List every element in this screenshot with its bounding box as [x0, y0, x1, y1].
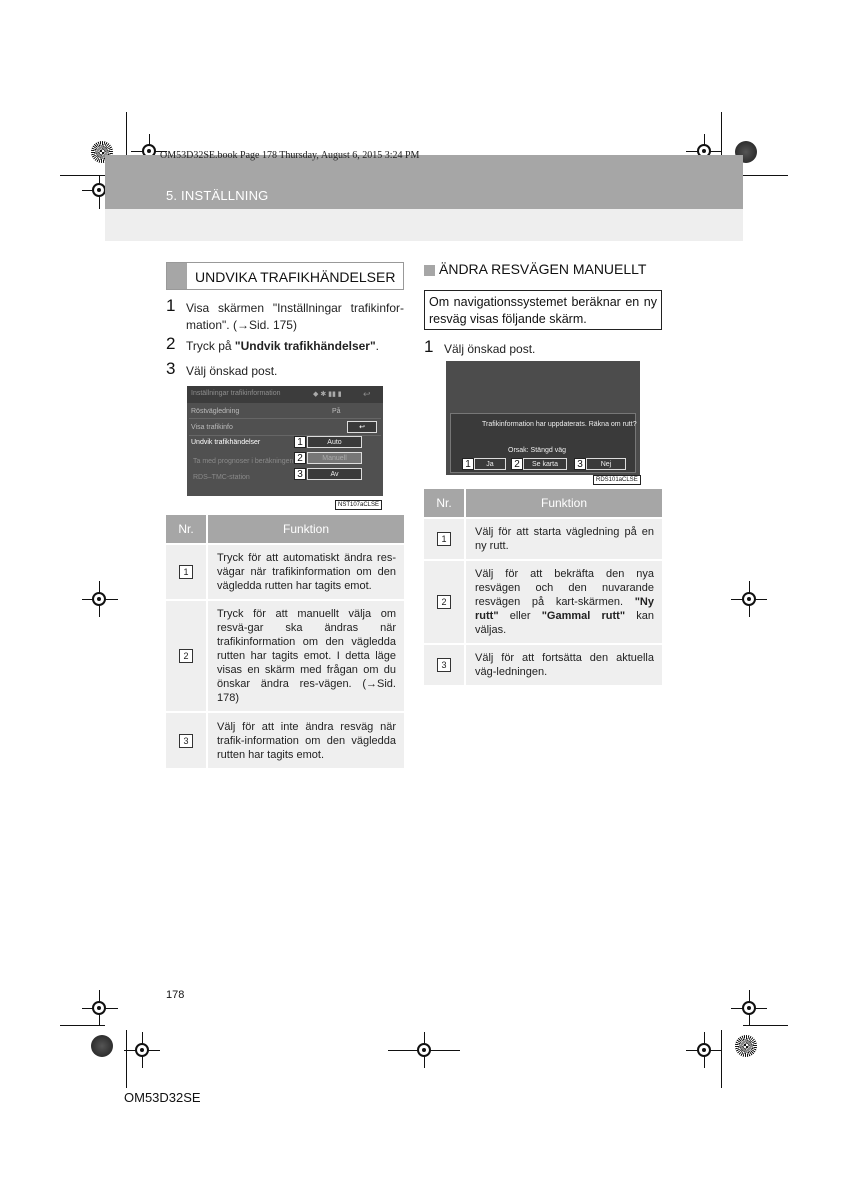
row-number-cell: [166, 544, 207, 600]
registration-mark-icon: [735, 1035, 757, 1057]
step-number: 3: [166, 359, 176, 378]
see-map-button[interactable]: Se karta: [523, 458, 567, 470]
row-number: 2: [179, 649, 193, 663]
callout-number: 2: [294, 452, 306, 464]
table-row: [166, 544, 404, 600]
crosshair-icon: [742, 592, 756, 606]
step-text-line: mation". (→Sid. 175): [186, 318, 297, 332]
dialog-message: Trafikinformation har uppdaterats. Räkna om rutt?: [482, 421, 637, 428]
step-text: [186, 300, 404, 334]
table-row: [166, 600, 404, 712]
image-code: NST107aCLSE: [335, 500, 382, 510]
crosshair-icon: [135, 1043, 149, 1057]
manual-button[interactable]: Manuell: [307, 452, 362, 464]
crosshair-icon: [417, 1043, 431, 1057]
desc-part: eller: [498, 610, 542, 622]
crosshair-icon: [92, 592, 106, 606]
table-row: [166, 712, 404, 768]
left-section-title: [166, 262, 404, 290]
step-number: 1: [166, 296, 176, 315]
screen-row: Ta med prognoser i beräkningen: [193, 458, 294, 465]
print-info: OM53D32SE.book Page 178 Thursday, August 6, 2015 3:24 PM: [160, 150, 420, 161]
col-header-function: Funktion: [207, 515, 404, 544]
row-number: 1: [179, 565, 193, 579]
yes-button[interactable]: Ja: [474, 458, 506, 470]
callout-number: 3: [574, 458, 586, 470]
section-header: 5. INSTÄLLNING: [166, 188, 269, 203]
step-text-post: .: [375, 339, 380, 353]
row-number-cell: [166, 712, 207, 768]
step-text: [186, 338, 379, 355]
crosshair-icon: [92, 1001, 106, 1015]
dialog-cause: Orsak: Stängd väg: [508, 447, 566, 454]
desc-part: Välj för att bekräfta den nya resvägen och den nuvarande resvägen på kart-skärmen.: [475, 568, 654, 608]
crop-mark: [60, 1025, 105, 1026]
status-icons: ◆ ✱ ▮▮ ▮: [313, 391, 342, 398]
step-number: 1: [424, 337, 434, 356]
row-description: Välj för att inte ändra resväg när trafik-information om den vägledda rutten har tagits emot.: [207, 712, 404, 768]
step-text-bold: "Undvik trafikhändelser": [234, 339, 376, 353]
traffic-settings-screen: [187, 386, 383, 496]
row-number: 1: [437, 532, 451, 546]
info-note: Om navigationssystemet beräknar en ny resväg visas följande skärm.: [424, 290, 662, 330]
right-function-table: [424, 489, 662, 685]
table-row: [424, 644, 662, 685]
step-number: 2: [166, 334, 176, 353]
screen-row: Röstvägledning: [191, 408, 240, 415]
row-description: Tryck för att manuellt välja om resvä-gar ska ändras när trafikinformation om den vägledda rutten har tagits emot. I detta läge visas en skärm med frågan om du önskar ändra res-vägen. (→Sid. 178): [207, 600, 404, 712]
crop-mark: [743, 175, 788, 176]
col-header-nr: Nr.: [166, 515, 207, 544]
crop-mark: [126, 1030, 127, 1088]
table-row: [424, 560, 662, 644]
crop-mark: [743, 1025, 788, 1026]
row-number-cell: [424, 560, 465, 644]
crosshair-icon: [742, 1001, 756, 1015]
off-button[interactable]: Av: [307, 468, 362, 480]
desc-part: kan väljas.: [475, 610, 654, 636]
right-section-title: ÄNDRA RESVÄGEN MANUELLT: [439, 261, 647, 277]
callout-number: 2: [511, 458, 523, 470]
back-icon: ↩: [363, 389, 371, 399]
row-description: Tryck för att automatiskt ändra res-vägar när trafikinformation om den vägledda rutten har tagits emot.: [207, 544, 404, 600]
row-number-cell: [424, 644, 465, 685]
crop-mark: [721, 1030, 722, 1088]
left-section-title-text: UNDVIKA TRAFIKHÄNDELSER: [195, 269, 396, 285]
desc-bold: "Ny rutt": [475, 596, 654, 622]
document-code: OM53D32SE: [124, 1090, 201, 1105]
crosshair-icon: [697, 1043, 711, 1057]
header-subband: [105, 209, 743, 241]
callout-number: 3: [294, 468, 306, 480]
screen-row: Visa trafikinfo: [191, 424, 233, 431]
step-text: Välj önskad post.: [186, 364, 278, 378]
row-number-cell: [166, 600, 207, 712]
row-description: Välj för att fortsätta den aktuella väg-ledningen.: [465, 644, 662, 685]
screen-title: Inställningar trafikinformation: [191, 390, 281, 397]
title-bullet: [424, 265, 435, 276]
auto-button[interactable]: Auto: [307, 436, 362, 448]
row-number-cell: [424, 518, 465, 560]
col-header-function: Funktion: [465, 489, 662, 518]
title-stripe: [167, 263, 187, 289]
table-row: [424, 518, 662, 560]
no-button[interactable]: Nej: [586, 458, 626, 470]
desc-bold: "Gammal rutt": [541, 610, 626, 622]
col-header-nr: Nr.: [424, 489, 465, 518]
back-button[interactable]: ↩: [347, 421, 377, 433]
row-number: 3: [179, 734, 193, 748]
screen-row: RDS–TMC-station: [193, 474, 250, 481]
row-description: [465, 560, 662, 644]
row-number: 3: [437, 658, 451, 672]
on-label: På: [332, 408, 341, 415]
row-number: 2: [437, 595, 451, 609]
page-number: 178: [166, 989, 185, 1001]
reroute-dialog-screen: [446, 361, 640, 475]
step-text-pre: Tryck på: [186, 339, 235, 353]
crosshair-icon: [92, 183, 106, 197]
step-text: Välj önskad post.: [444, 342, 536, 356]
callout-number: 1: [294, 436, 306, 448]
registration-mark-icon: [91, 1035, 113, 1057]
left-function-table: [166, 515, 404, 768]
row-description: Välj för att starta vägledning på en ny rutt.: [465, 518, 662, 560]
divider: [189, 418, 381, 419]
step-text-line: Visa skärmen "Inställningar trafikinfor-: [186, 301, 404, 315]
image-code: RDS101aCLSE: [593, 475, 641, 485]
callout-number: 1: [462, 458, 474, 470]
screen-row: Undvik trafikhändelser: [191, 439, 261, 446]
crop-mark: [60, 175, 105, 176]
